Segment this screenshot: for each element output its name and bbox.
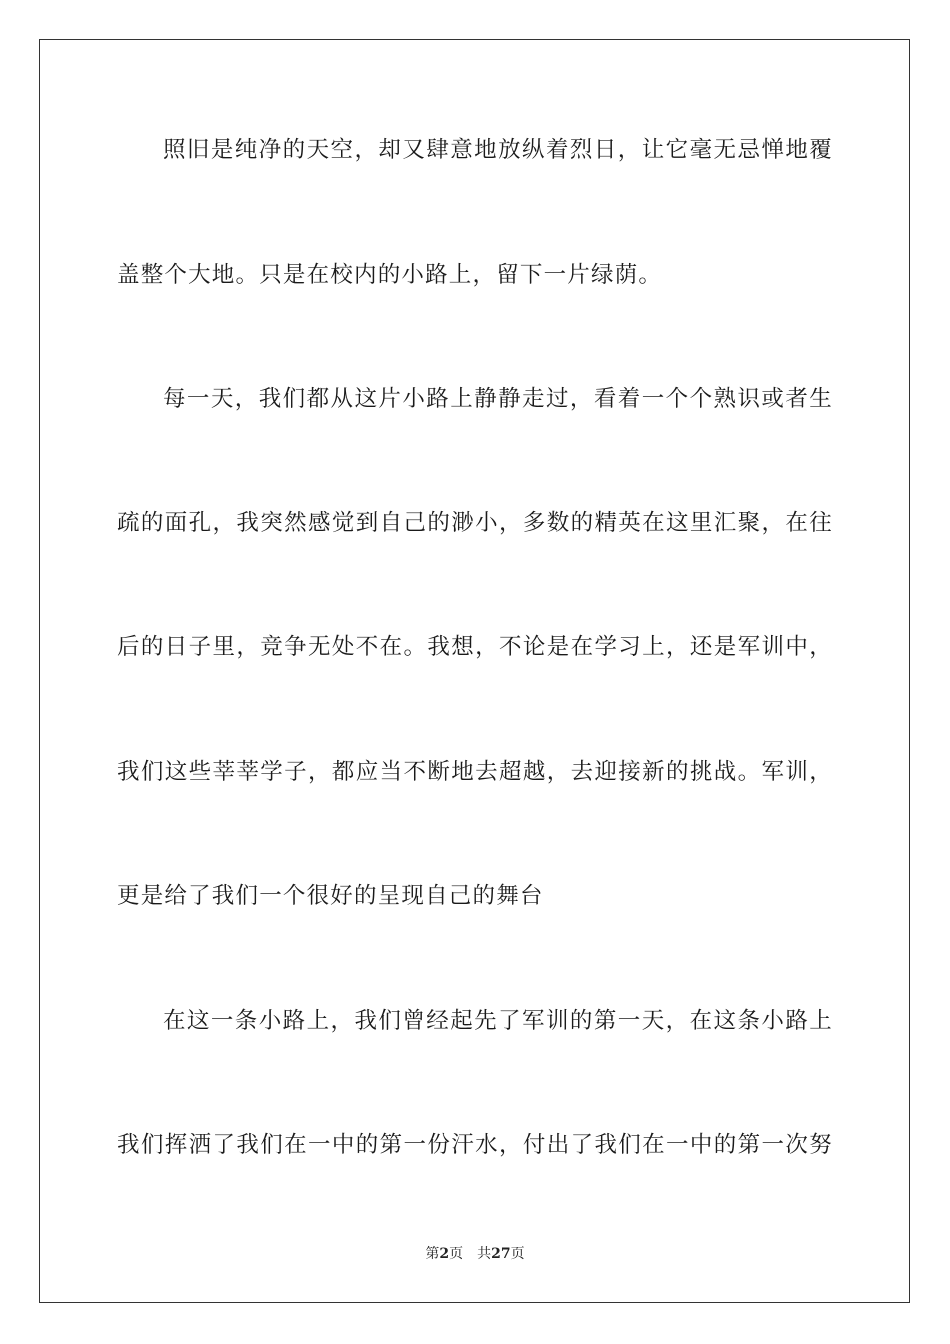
paragraph-2-line-2: 疏的面孔，我突然感觉到自己的渺小，多数的精英在这里汇聚，在往 <box>117 510 833 536</box>
page-footer <box>0 1244 950 1264</box>
paragraph-2-line-1: 每一天，我们都从这片小路上静静走过，看着一个个熟识或者生 <box>163 386 833 412</box>
paragraph-1-line-1: 照旧是纯净的天空，却又肆意地放纵着烈日，让它毫无忌惮地覆 <box>163 137 833 163</box>
paragraph-3-line-1: 在这一条小路上，我们曾经起先了军训的第一天，在这条小路上 <box>163 1008 833 1034</box>
paragraph-2-line-3: 后的日子里，竞争无处不在。我想，不论是在学习上，还是军训中， <box>117 634 833 660</box>
paragraph-2-line-5: 更是给了我们一个很好的呈现自己的舞台 <box>117 883 544 909</box>
total-prefix: 共 <box>477 1246 492 1262</box>
page-number: 2 <box>439 1246 450 1262</box>
total-pages: 27 <box>491 1246 511 1262</box>
paragraph-1-line-2: 盖整个大地。只是在校内的小路上，留下一片绿荫。 <box>117 262 663 288</box>
page-border <box>39 39 910 1303</box>
paragraph-2-line-4: 我们这些莘莘学子，都应当不断地去超越，去迎接新的挑战。军训， <box>117 759 833 785</box>
total-suffix: 页 <box>510 1246 525 1262</box>
page-prefix: 第 <box>425 1246 440 1262</box>
page-suffix: 页 <box>449 1246 464 1262</box>
paragraph-3-line-2: 我们挥洒了我们在一中的第一份汗水，付出了我们在一中的第一次努 <box>117 1132 833 1158</box>
